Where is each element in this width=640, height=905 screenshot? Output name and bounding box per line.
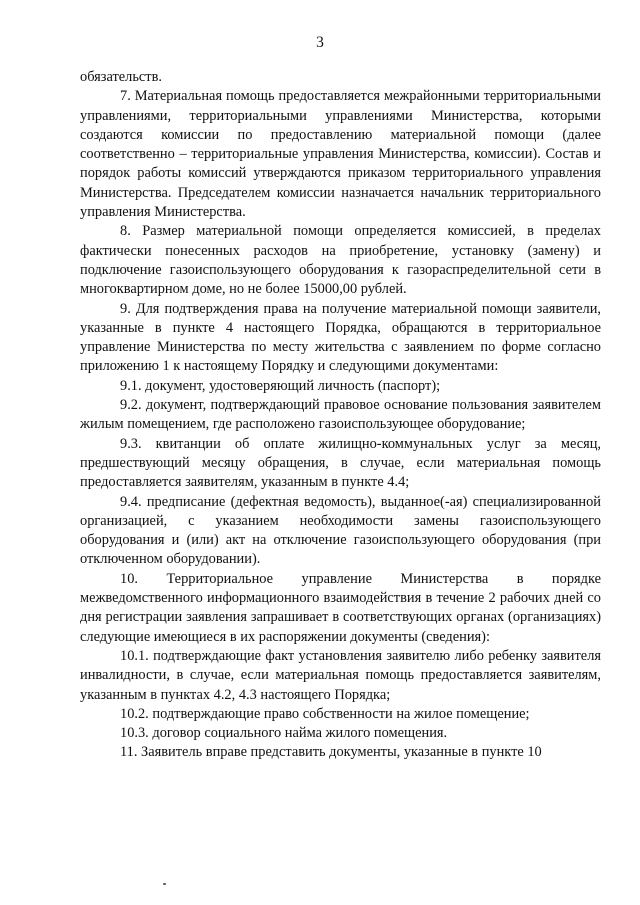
paragraph-10-1: 10.1. подтверждающие факт установления заявителю либо ребенку заявителя инвалидности, в случае, если материальная помощь предоставляется заявителям, указанным в пунктах 4.2, 4.3 настоящего Порядка; (80, 647, 601, 703)
page-number: 3 (316, 34, 324, 51)
paragraph-continuation: обязательств. (80, 69, 162, 85)
paragraph-9-4: 9.4. предписание (дефектная ведомость), выданное(-ая) специализированной организацией, с указанием необходимости замены газоиспользующего оборудования и (или) акт на отключение газоиспользующего оборудования (при отключенном оборудовании). (80, 493, 601, 568)
paragraph-10-2: 10.2. подтверждающие право собственности на жилое помещение; (120, 705, 530, 722)
document-body (80, 68, 601, 763)
paragraph-9: 9. Для подтверждения права на получение материальной помощи заявители, указанные в пункте 4 настоящего Порядка, обращаются в территориальное управление Министерства по месту жительства с заявлением по форме согласно приложению 1 к настоящему Порядку и следующими документами: (80, 300, 601, 375)
paragraph-8: 8. Размер материальной помощи определяется комиссией, в пределах фактически понесенных расходов на приобретение, установку (замену) и подключение газоиспользующего оборудования к газораспределительной сети в многоквартирном доме, но не более 15000,00 рублей. (80, 223, 601, 298)
paragraph-9-3: 9.3. квитанции об оплате жилищно-коммунальных услуг за месяц, предшествующий месяцу обращения, в случае, если материальная помощь предоставляется заявителям, указанным в пункте 4.4; (80, 435, 601, 491)
paragraph-10-3: 10.3. договор социального найма жилого помещения. (120, 725, 448, 742)
scan-speck (163, 883, 166, 885)
paragraph-11: 11. Заявитель вправе представить документы, указанные в пункте 10 (120, 744, 542, 761)
paragraph-7: 7. Материальная помощь предоставляется межрайонными территориальными управлениями, территориальными управлениями Министерства, которыми создаются комиссии по предоставлению материальной помощи (далее соответственно – территориальные управления Министерства, комиссии). Состав и порядок работы комиссий утверждаются приказом территориального управления Министерства. Председателем комиссии назначается начальник территориального управления Министерства. (80, 88, 601, 221)
paragraph-9-1: 9.1. документ, удостоверяющий личность (паспорт); (120, 377, 441, 394)
paragraph-9-2: 9.2. документ, подтверждающий правовое основание пользования заявителем жилым помещением, где расположено газоиспользующее оборудование; (80, 397, 601, 433)
paragraph-10: 10. Территориальное управление Министерства в порядке межведомственного информационного взаимодействия в течение 2 рабочих дней со дня регистрации заявления запрашивает в соответствующих органах (организациях) следующие имеющиеся в их распоряжении документы (сведения): (80, 570, 601, 645)
